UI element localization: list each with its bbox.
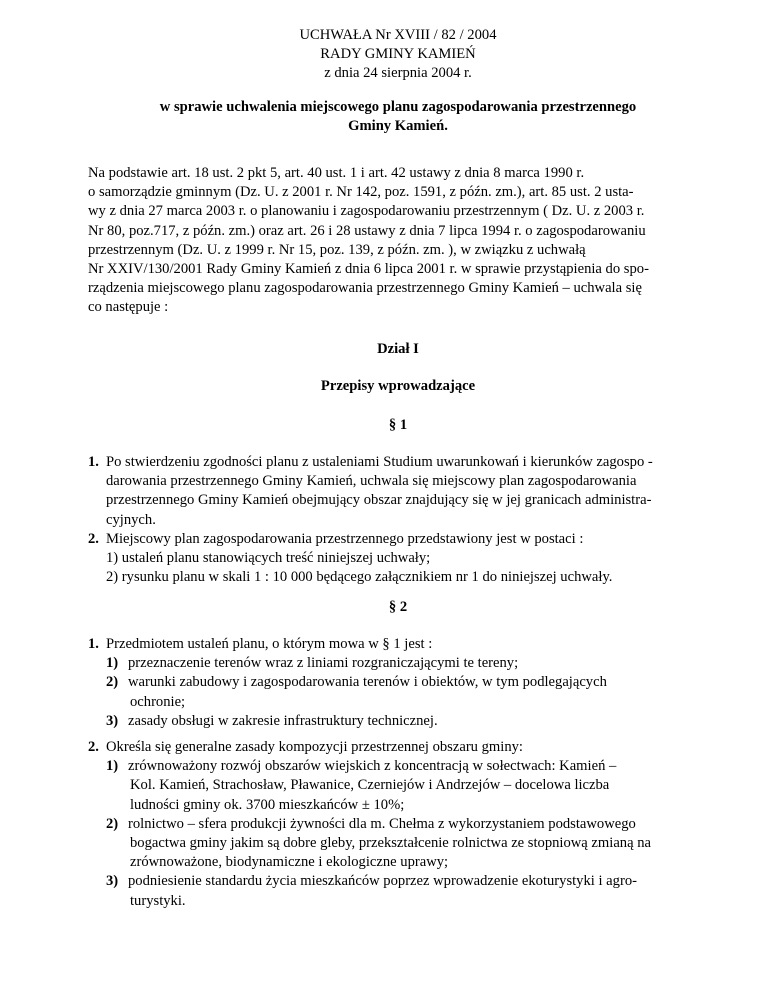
list-item: 3) zasady obsługi w zakresie infrastruktury technicznej. [106, 712, 438, 729]
preamble-line: Na podstawie art. 18 ust. 2 pkt 5, art. 40 ust. 1 i art. 42 ustawy z dnia 8 marca 1990 r. [88, 165, 585, 181]
list-item: 2) warunki zabudowy i zagospodarowania terenów i obiektów, w tym podlegających ochronie; [106, 674, 607, 710]
paragraph-line: Po stwierdzeniu zgodności planu z ustaleniami Studium uwarunkowań i kierunków zagospo - [106, 454, 653, 470]
list-item: 2) rolnictwo – sfera produkcji żywności dla m. Chełma z wykorzystaniem podstawowego bogactwa gminy jakim są dobre gleby, przekształcenie rolnictwa ze stopniową zmianą na zrównoważone, biodynamiczne i ekologiczne uprawy; [106, 815, 651, 871]
paragraph-line: cyjnych. [106, 511, 156, 528]
paragraph-line: darowania przestrzennego Gminy Kamień, uchwala się miejscowy plan zagospodarowania [106, 473, 637, 490]
list-item: 1) przeznaczenie terenów wraz z liniami rozgraniczającymi te tereny; [106, 655, 519, 672]
list-item: 2) rysunku planu w skali 1 : 10 000 będącego załącznikiem nr 1 do niniejszej uchwały. [106, 569, 613, 586]
section-1-symbol: § 1 [388, 417, 408, 433]
division-title: Dział I [377, 341, 419, 357]
preamble-line: Nr 80, poz.717, z późn. zm.) oraz art. 26 i 28 ustawy z dnia 7 lipca 1994 r. o zagospodarowaniu [88, 222, 646, 239]
paragraph-number: 2. [88, 739, 99, 755]
preamble [88, 164, 684, 318]
paragraph-intro: Przedmiotem ustaleń planu, o którym mowa w § 1 jest : [106, 636, 433, 652]
resolution-subject [0, 98, 768, 136]
paragraph-line: Miejscowy plan zagospodarowania przestrzennego przedstawiony jest w postaci : [106, 531, 584, 547]
resolution-date: z dnia 24 sierpnia 2004 r. [324, 65, 472, 82]
preamble-line: przestrzennym (Dz. U. z 1999 r. Nr 15, poz. 139, z późn. zm. ), w związku z uchwałą [88, 241, 586, 258]
paragraph-number: 1. [88, 454, 99, 470]
council-name: RADY GMINY KAMIEŃ [320, 46, 476, 63]
section-2-symbol: § 2 [388, 599, 408, 615]
paragraph-number: 1. [88, 636, 99, 652]
preamble-line: co następuje : [88, 299, 169, 316]
resolution-header [0, 26, 768, 84]
preamble-line: o samorządzie gminnym (Dz. U. z 2001 r. Nr 142, poz. 1591, z późn. zm.), art. 85 ust. 2 usta- [88, 184, 634, 201]
preamble-line: wy z dnia 27 marca 2003 r. o planowaniu i zagospodarowaniu przestrzennym ( Dz. U. z 2003 r. [88, 203, 645, 220]
preamble-line: rządzenia miejscowego planu zagospodarowania przestrzennego Gminy Kamień – uchwala się [88, 280, 642, 297]
resolution-number: UCHWAŁA Nr XVIII / 82 / 2004 [299, 27, 497, 43]
division-subtitle: Przepisy wprowadzające [320, 378, 476, 394]
subject-line-1: w sprawie uchwalenia miejscowego planu zagospodarowania przestrzennego [159, 99, 637, 115]
list-item: 3) podniesienie standardu życia mieszkańców poprzez wprowadzenie ekoturystyki i agro- turystyki. [106, 873, 637, 909]
preamble-line: Nr XXIV/130/2001 Rady Gminy Kamień z dnia 6 lipca 2001 r. w sprawie przystąpienia do spo- [88, 261, 649, 278]
paragraph-number: 2. [88, 531, 99, 547]
list-item: 1) zrównoważony rozwój obszarów wiejskich z koncentracją w sołectwach: Kamień – Kol. Kamień, Strachosław, Pławanice, Czerniejów i Andrzejów – docelowa liczba ludności gminy ok. 3700 mieszkańców ± 10%; [106, 758, 617, 813]
list-item: 1) ustaleń planu stanowiących treść niniejszej uchwały; [106, 550, 431, 567]
paragraph-intro: Określa się generalne zasady kompozycji przestrzennej obszaru gminy: [106, 739, 523, 755]
subject-line-2: Gminy Kamień. [348, 118, 448, 135]
paragraph-line: przestrzennego Gminy Kamień obejmujący obszar znajdujący się w jej granicach administra- [106, 492, 652, 509]
